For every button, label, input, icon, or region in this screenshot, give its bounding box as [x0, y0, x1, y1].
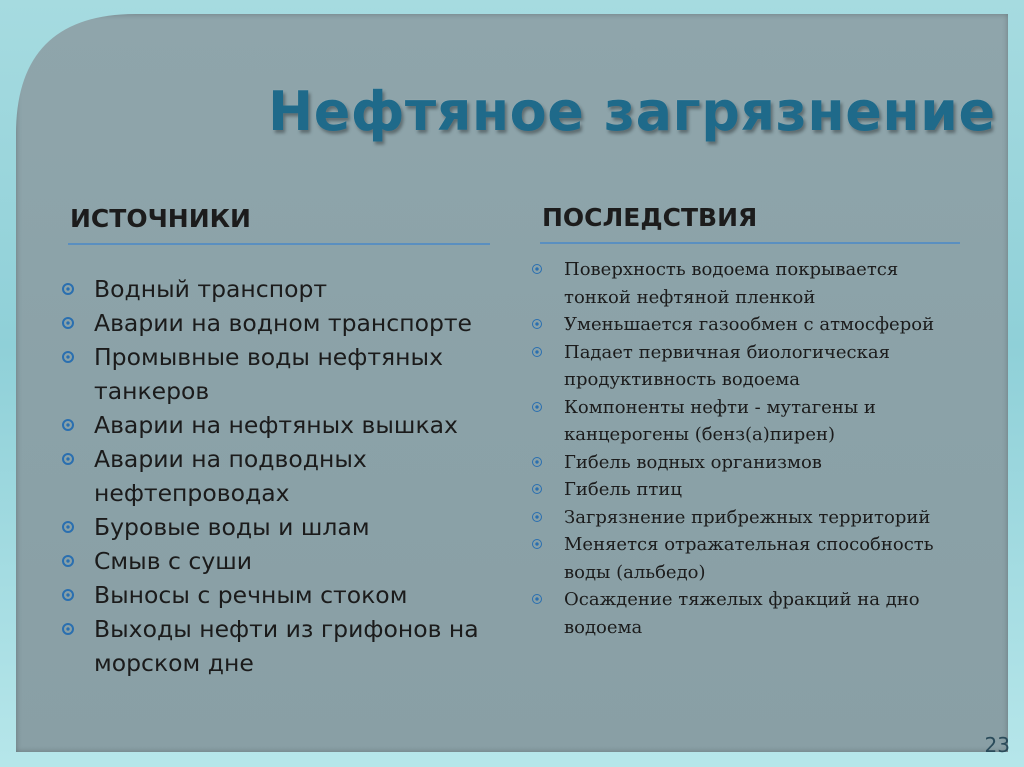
bullet-icon — [532, 264, 542, 274]
list-item-text: воды (альбедо) — [564, 561, 706, 583]
list-item — [62, 408, 502, 442]
list-item-text: морском дне — [94, 649, 254, 677]
list-item — [532, 339, 992, 394]
consequences-heading — [540, 202, 960, 244]
bullet-icon — [532, 457, 542, 467]
list-item-text: Загрязнение прибрежных территорий — [564, 506, 931, 528]
list-item-text: Аварии на подводных — [94, 445, 367, 473]
list-item-text: канцерогены (бенз(а)пирен) — [564, 424, 835, 445]
list-item — [532, 531, 992, 586]
list-item-text: Аварии на нефтяных вышках — [94, 411, 458, 439]
bullet-icon — [532, 594, 542, 604]
sources-heading — [68, 203, 490, 245]
bullet-icon — [62, 453, 74, 465]
list-item — [532, 476, 992, 504]
bullet-icon — [532, 539, 542, 549]
list-item — [532, 504, 992, 532]
list-item-text: Смыв с суши — [94, 547, 253, 575]
list-item-text: нефтепроводах — [94, 479, 290, 507]
slide-title: Нефтяное загрязнение — [268, 80, 996, 143]
list-item — [62, 612, 502, 680]
list-item-text: Водный транспорт — [94, 275, 328, 303]
list-item-text: Промывные воды нефтяных — [94, 343, 444, 371]
list-item-text: Аварии на водном транспорте — [94, 309, 473, 337]
bullet-icon — [62, 317, 74, 329]
list-item-text: тонкой нефтяной пленкой — [564, 286, 816, 308]
bullet-icon — [62, 623, 74, 635]
list-item-text: Гибель водных организмов — [564, 451, 822, 473]
bullet-icon — [62, 351, 74, 363]
list-item — [62, 578, 502, 612]
list-item-text: Буровые воды и шлам — [94, 513, 370, 541]
sources-heading-text: ИСТОЧНИКИ — [70, 204, 251, 233]
list-item — [532, 586, 992, 641]
list-item-text: Падает первичная биологическая — [564, 341, 890, 363]
list-item — [532, 311, 992, 339]
bullet-icon — [532, 347, 542, 357]
list-item-text: Выходы нефти из грифонов на — [94, 615, 479, 643]
bullet-icon — [62, 419, 74, 431]
list-item-text: Уменьшается газообмен с атмосферой — [564, 314, 935, 335]
list-item-text: танкеров — [94, 377, 210, 405]
list-item — [62, 510, 502, 544]
page-number: 23 — [984, 733, 1010, 757]
list-item — [62, 306, 502, 340]
list-item — [532, 256, 992, 311]
bullet-icon — [532, 319, 542, 329]
list-item-text: Выносы с речным стоком — [94, 581, 408, 609]
sources-list — [62, 272, 502, 680]
list-item-text: Осаждение тяжелых фракций на дно — [564, 589, 920, 610]
list-item — [532, 449, 992, 477]
bullet-icon — [62, 555, 74, 567]
bullet-icon — [62, 521, 74, 533]
bullet-icon — [532, 512, 542, 522]
list-item — [62, 340, 502, 408]
list-item-text: продуктивность водоема — [564, 369, 801, 390]
list-item-text: Поверхность водоема покрывается — [564, 259, 899, 280]
list-item-text: водоема — [564, 616, 643, 638]
bullet-icon — [532, 484, 542, 494]
consequences-list — [532, 256, 992, 641]
list-item — [62, 442, 502, 510]
bullet-icon — [532, 402, 542, 412]
list-item-text: Гибель птиц — [564, 479, 682, 500]
list-item-text: Компоненты нефти - мутагены и — [564, 396, 876, 418]
bullet-icon — [62, 283, 74, 295]
consequences-heading-text: ПОСЛЕДСТВИЯ — [542, 203, 758, 232]
list-item — [62, 272, 502, 306]
list-item — [62, 544, 502, 578]
list-item — [532, 394, 992, 449]
list-item-text: Меняется отражательная способность — [564, 534, 934, 555]
bullet-icon — [62, 589, 74, 601]
